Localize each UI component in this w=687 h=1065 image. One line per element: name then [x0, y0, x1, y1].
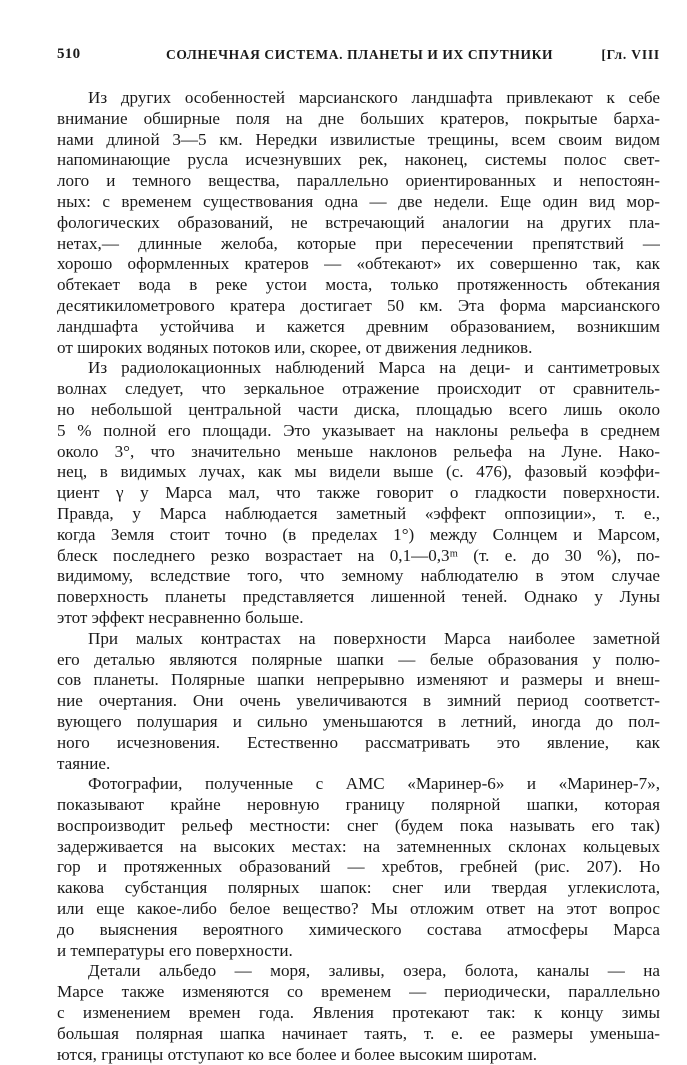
- text-line: нетах,— длинные желоба, которые при пересечении препятствий —: [57, 233, 660, 253]
- text-line: Из радиолокационных наблюдений Марса на деци- и сантиметровых: [88, 358, 660, 378]
- text-line: Фотографии, полученные с АМС «Маринер-6» и «Маринер-7»,: [88, 774, 660, 794]
- text-line: но небольшой центральной части диска, площадью всего лишь около: [57, 399, 660, 419]
- text-line: с изменением времен года. Явления протекают так: к концу зимы: [57, 1003, 660, 1023]
- paragraph: [57, 961, 660, 1065]
- text-line: задерживается на высоких местах: на затемненных склонах кольцевых: [57, 836, 660, 856]
- text-line: Из других особенностей марсианского ландшафта привлекают к себе: [88, 88, 660, 107]
- text-line: вующего полушария и сильно уменьшаются в летний, иногда до пол-: [57, 711, 660, 731]
- text-line: поверхность планеты представляется лишенной теней. Однако у Луны: [57, 587, 660, 607]
- paragraph: [57, 88, 660, 358]
- page-number: 510: [57, 46, 81, 62]
- text-line: Марсе также изменяются со временем — периодически, параллельно: [57, 982, 660, 1002]
- text-line: циент γ у Марса мал, что также говорит о гладкости поверхности.: [57, 483, 660, 503]
- text-line: 5 % полной его площади. Это указывает на наклоны рельефа в среднем: [57, 420, 660, 440]
- text-line: и температуры его поверхности.: [57, 940, 293, 960]
- text-line: волнах следует, что зеркальное отражение происходит от сравнитель-: [57, 379, 660, 399]
- paragraph: [57, 358, 660, 628]
- text-line: ние очертания. Они очень увеличиваются в зимний период соответст-: [57, 691, 660, 711]
- text-line: этот эффект несравненно больше.: [57, 607, 304, 627]
- text-line: или еще какое-либо белое вещество? Мы отложим ответ на этот вопрос: [57, 899, 660, 919]
- text-line: лого и темного вещества, параллельно ориентированных и непостоян-: [57, 171, 660, 191]
- text-line: сов планеты. Полярные шапки непрерывно изменяют и размеры и внеш-: [57, 670, 660, 690]
- text-line: его деталью являются полярные шапки — белые образования у полю-: [57, 649, 660, 669]
- text-line: видимому, вследствие того, что земному наблюдателю в этом случае: [57, 566, 660, 586]
- running-head: [57, 46, 660, 68]
- text-line: таяние.: [57, 753, 111, 773]
- paragraph: [57, 629, 660, 775]
- text-line: от широких водяных потоков или, скорее, от движения ледников.: [57, 337, 533, 357]
- paragraph: [57, 774, 660, 961]
- text-line: когда Земля стоит точно (в пределах 1°) между Солнцем и Марсом,: [57, 524, 660, 544]
- text-line: ных: с временем существования одна — две недели. Еще один вид мор-: [57, 191, 660, 211]
- text-line: большая полярная шапка начинает таять, т. е. ее размеры уменьша-: [57, 1023, 660, 1043]
- text-line: фологических образований, не встречающий аналогии на других пла-: [57, 212, 660, 232]
- text-line: гор и протяженных образований — хребтов, гребней (рис. 207). Но: [57, 857, 660, 877]
- text-line: ного исчезновения. Естественно рассматривать это явление, как: [57, 732, 660, 752]
- text-line: Детали альбедо — моря, заливы, озера, болота, каналы — на: [88, 961, 660, 981]
- text-line: При малых контрастах на поверхности Марса наиболее заметной: [88, 628, 660, 648]
- text-line: воспроизводит рельеф местности: снег (будем пока называть его так): [57, 815, 660, 835]
- text-line: ландшафта устойчива и кажется древним образованием, возникшим: [57, 316, 660, 336]
- text-line: около 3°, что значительно меньше наклонов рельефа на Луне. Нако-: [57, 441, 660, 461]
- text-line: до выяснения вероятного химического состава атмосферы Марса: [57, 919, 660, 939]
- text-line: хорошо оформленных кратеров — «обтекают» их совершенно так, как: [57, 254, 660, 274]
- section-title: СОЛНЕЧНАЯ СИСТЕМА. ПЛАНЕТЫ И ИХ СПУТНИКИ: [166, 47, 554, 62]
- text-line: обтекает вода в реке устои моста, только протяженность обтекания: [57, 275, 660, 295]
- text-line: нами длиной 3—5 км. Нередки извилистые трещины, всем своим видом: [57, 129, 660, 149]
- text-line: какова субстанция полярных шапок: снег или твердая углекислота,: [57, 878, 660, 898]
- text-line: блеск последнего резко возрастает на 0,1—0,3ᵐ (т. е. до 30 %), по-: [57, 545, 660, 565]
- text-line: нец, в видимых лучах, как мы видели выше (с. 476), фазовый коэффи-: [57, 462, 660, 482]
- text-line: внимание обширные поля на дне больших кратеров, покрытые барха-: [57, 108, 660, 128]
- text-line: показывают крайне неровную границу полярной шапки, которая: [57, 795, 660, 815]
- body-text: [57, 88, 660, 1065]
- text-line: напоминающие русла исчезнувших рек, наконец, системы полос свет-: [57, 150, 660, 170]
- chapter-reference: [Гл. VIII: [601, 47, 660, 62]
- text-line: ются, границы отступают ко все более и более высоким широтам.: [57, 1044, 538, 1064]
- text-line: Правда, у Марса наблюдается заметный «эффект оппозиции», т. е.,: [57, 503, 660, 523]
- text-line: десятикилометрового кратера достигает 50 км. Эта форма марсианского: [57, 295, 660, 315]
